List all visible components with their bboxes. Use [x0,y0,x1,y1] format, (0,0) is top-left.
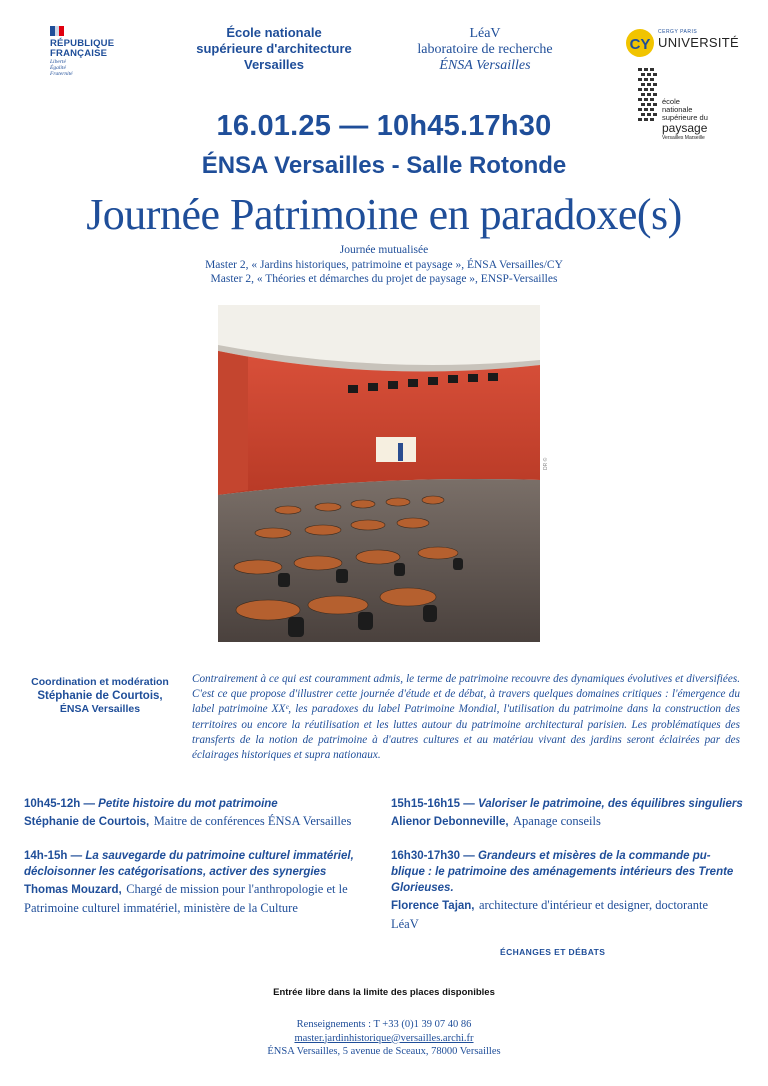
ensa-line-1: École nationale [226,25,322,40]
program-time: 15h15-16h15 — [391,798,475,810]
program-title: Petite histoire du mot patrimoine [98,798,278,810]
rotonde-room-photo [218,305,540,642]
program-time: 16h30-17h30 — [391,850,475,862]
program-role: Apanage conseils [513,814,601,828]
coordination-org: ÉNSA Versailles [59,703,141,715]
cy-universite-text: UNIVERSITÉ [658,35,740,50]
ensp-line-5: Versailles Marseille [662,135,705,141]
program-speaker: Thomas Mouzard, [24,884,122,896]
rf-motto-2: Égalité [50,65,66,71]
ensp-line-3: supérieure du [662,113,708,122]
program-title-line [24,864,384,880]
cy-mark-text: CY [629,36,651,53]
program-title-line [391,848,751,864]
cy-small-text: CERGY PARIS [658,29,698,35]
program-role: Patrimoine culturel immatériel, ministère de la Culture [24,901,298,915]
lecture-hall-illustration [218,305,540,642]
republique-francaise-logo [50,26,120,77]
cy-universite-logo [625,26,740,60]
program-speaker-line [24,812,384,831]
coordination-block [20,676,180,716]
program-title-line [24,848,384,864]
program-speaker-line [391,812,751,831]
ensa-line-2: supérieure d'architecture [196,41,352,56]
subtitle-1: Journée mutualisée [339,244,429,256]
photo-credit: DR © [543,457,549,470]
contact-address: ÉNSA Versailles, 5 avenue de Sceaux, 78000 Versailles [267,1046,501,1057]
program-speaker-line [391,896,751,915]
program-item [24,848,384,917]
event-place: ÉNSA Versailles - Salle Rotonde [201,152,567,179]
contact-email-link[interactable]: master.jardinhistorique@versailles.archi.fr [294,1032,474,1044]
program-item [391,848,751,933]
entree-libre-note: Entrée libre dans la limite des places disponibles [273,987,495,998]
program-title: Valoriser le patrimoine, des équilibres singuliers [477,798,743,810]
rf-motto-1: Liberté [50,59,66,65]
rf-line-1: RÉPUBLIQUE [50,38,115,49]
program-title-line [391,796,751,812]
ensp-line-4: paysage [662,121,708,135]
leav-heading [400,26,570,74]
program-speaker: Florence Tajan, [391,900,475,912]
coordination-name: Stéphanie de Courtois, [37,690,163,702]
program-role: Maitre de conférences ÉNSA Versailles [153,814,352,828]
rf-line-2: FRANÇAISE [50,48,108,59]
program-title: Glorieuses. [391,882,454,894]
program-role: architecture d'intérieur et designer, doctorante [478,898,709,912]
contact-block [0,1018,768,1059]
program-role: LéaV [391,917,419,931]
echanges-debats-label: ÉCHANGES ET DÉBATS [500,947,606,957]
event-date-time: 16.01.25 — 10h45.17h30 [216,110,552,142]
program-speaker: Stéphanie de Courtois, [24,816,150,828]
subtitle-2: Master 2, « Jardins historiques, patrimoine et paysage », ÉNSA Versailles/CY [205,258,563,271]
event-subtitles [0,243,768,287]
ensp-line-2: nationale [662,105,693,114]
program-title: La sauvegarde du patrimoine culturel immatériel, [85,850,354,862]
program-role: Chargé de mission pour l'anthropologie et le [126,882,348,896]
program-item [24,796,384,831]
leav-line-2: laboratoire de recherche [417,42,553,57]
program-time: 10h45-12h — [24,798,95,810]
program-role-line [24,899,384,917]
program-title: décloisonner les catégorisations, activer des synergies [24,866,327,878]
leav-line-3: ÉNSA Versailles [439,58,531,73]
rf-motto-3: Fraternité [50,71,73,77]
ensp-line-1: école [662,97,680,106]
program-item [391,796,751,831]
program-time: 14h-15h — [24,850,83,862]
program-title: blique : le patrimoine des aménagements intérieurs des Trente [391,866,734,878]
program-role-line [391,915,751,933]
program-speaker-line [24,880,384,899]
cy-mark-icon [625,28,655,58]
event-abstract: Contrairement à ce qui est couramment admis, le terme de patrimoine recouvre des dynamiques évolutives et diversifiées. C'est ce que propose d'illustrer cette journée d'étude et de débat, à travers quelques domaines critiques : l'émergence du label patrimoine XXᵉ, les paradoxes du label Patrimoine Mondial, l'utilisation du patrimoine dans la construction des territoires ou encore la réutilisation et les luttes autour du patrimoine architectural parisien. Les problématiques des transferts de la notion de patrimoine à d'autres cultures et au matériau vivant des jardins seront éclairées par des éclairages historiques et supra nationaux. [192,673,740,762]
marianne-flag-icon [50,26,64,36]
program-title-line [24,796,384,812]
ensa-versailles-heading [180,25,368,73]
program-speaker: Alienor Debonneville, [391,816,509,828]
program-title: Grandeurs et misères de la commande pu- [477,850,711,862]
renseignements-phone: Renseignements : T +33 (0)1 39 07 40 86 [296,1019,472,1030]
coordination-label: Coordination et modération [31,676,169,688]
leav-line-1: LéaV [469,26,501,41]
ensa-line-3: Versailles [244,57,304,72]
page-title: Journée Patrimoine en paradoxe(s) [86,190,682,239]
program-title-line [391,864,751,880]
program-title-line [391,880,751,896]
subtitle-3: Master 2, « Théories et démarches du projet de paysage », ENSP-Versailles [210,273,558,285]
